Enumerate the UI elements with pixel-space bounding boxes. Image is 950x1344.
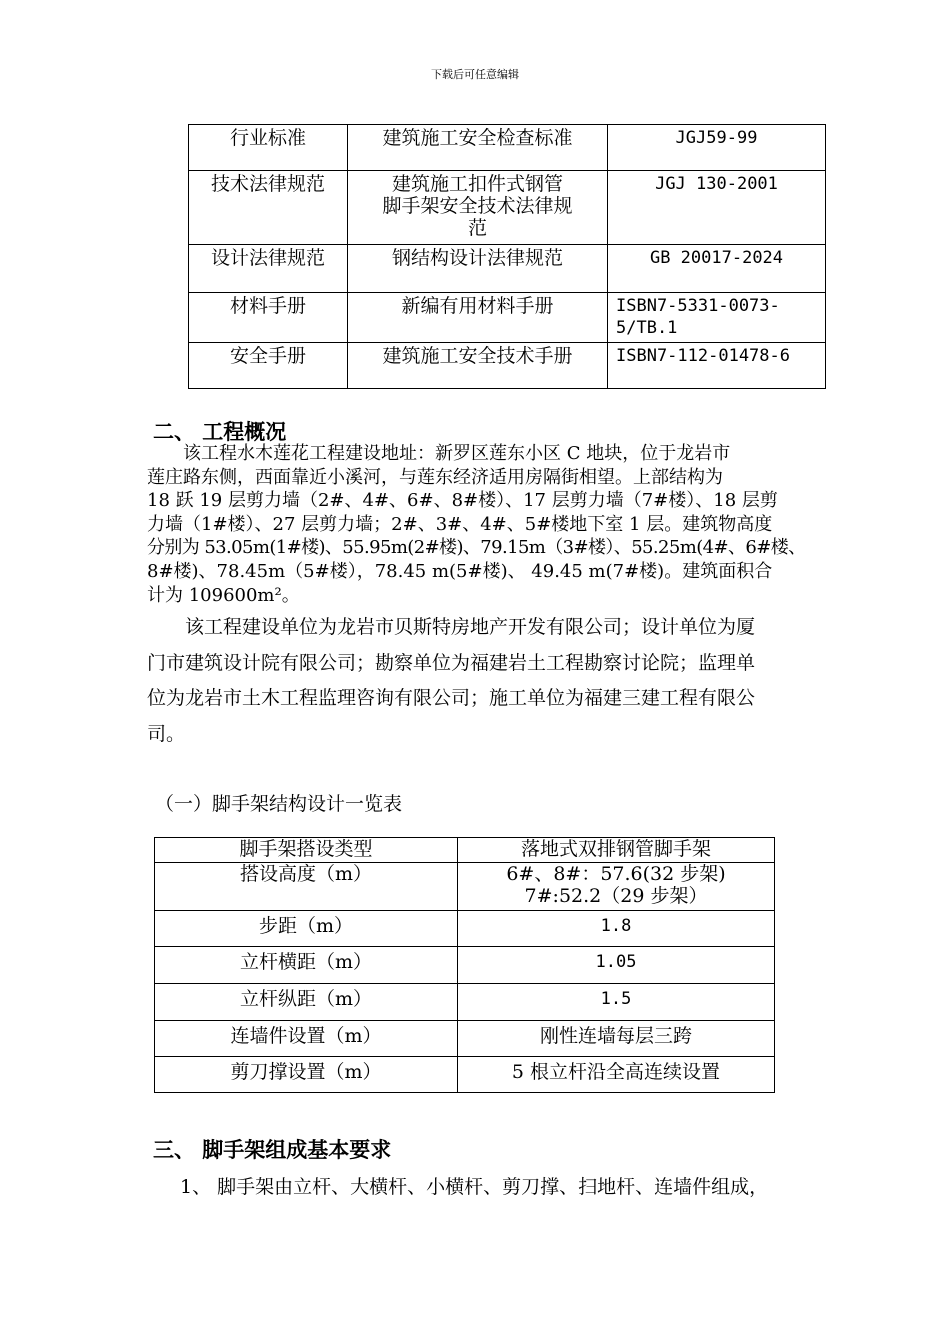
units-paragraph bbox=[147, 610, 887, 752]
table-cell: 步距（m） bbox=[155, 911, 458, 947]
table-cell: 1.05 bbox=[458, 947, 775, 984]
paragraph-line: 位为龙岩市土木工程监理咨询有限公司；施工单位为福建三建工程有限公 bbox=[147, 687, 756, 709]
table-cell: 6#、8#：57.6(32 步架) 7#:52.2（29 步架） bbox=[458, 863, 775, 911]
paragraph-line: 莲庄路东侧，西面靠近小溪河，与莲东经济适用房隔街相望。上部结构为 bbox=[147, 466, 723, 488]
table-cell: 5 根立杆沿全高连续设置 bbox=[458, 1057, 775, 1093]
table-cell: 1.5 bbox=[458, 984, 775, 1021]
paragraph-line: 该工程建设单位为龙岩市贝斯特房地产开发有限公司；设计单位为厦 bbox=[147, 616, 756, 638]
table-cell: 立杆横距（m） bbox=[155, 947, 458, 984]
table-cell: 搭设高度（m） bbox=[155, 863, 458, 911]
paragraph-line: 8#楼)、78.45m（5#楼），78.45 m(5#楼)、 49.45 m(7#楼)。建筑面积合 bbox=[147, 560, 773, 582]
table-cell: 材料手册 bbox=[189, 293, 348, 343]
table-cell: 技术法律规范 bbox=[189, 171, 348, 245]
table-cell: 脚手架搭设类型 bbox=[155, 838, 458, 863]
paragraph-line: 力墙（1#楼）、27 层剪力墙；2#、3#、4#、5#楼地下室 1 层。建筑物高度 bbox=[147, 513, 773, 535]
paragraph-line: 司。 bbox=[147, 722, 186, 745]
table-cell: ISBN7-112-01478-6 bbox=[608, 343, 826, 389]
paragraph-line: 计为 109600m²。 bbox=[147, 584, 300, 606]
table-cell: 剪刀撑设置（m） bbox=[155, 1057, 458, 1093]
table-cell: 钢结构设计法律规范 bbox=[348, 245, 608, 293]
table-cell: 刚性连墙每层三跨 bbox=[458, 1021, 775, 1057]
paragraph-line: 该工程水木莲花工程建设地址：新罗区莲东小区 C 地块，位于龙岩市 bbox=[147, 443, 731, 464]
paragraph-line: 分别为 53.05m(1#楼)、55.95m(2#楼)、79.15m（3#楼）、55.25m(4#、6#楼、 bbox=[147, 537, 806, 559]
section-heading-overview: 二、 工程概况 bbox=[153, 420, 287, 444]
header-note: 下载后可任意编辑 bbox=[431, 68, 519, 81]
table-cell: 落地式双排钢管脚手架 bbox=[458, 838, 775, 863]
overview-paragraph bbox=[147, 442, 897, 607]
table-cell: 行业标准 bbox=[189, 125, 348, 171]
list-item: 1、 脚手架由立杆、大横杆、小横杆、剪刀撑、扫地杆、连墙件组成， bbox=[180, 1176, 769, 1198]
scaffold-design-table bbox=[154, 837, 775, 1093]
paragraph-line: 18 跃 19 层剪力墙（2#、4#、6#、8#楼）、17 层剪力墙（7#楼）、18 层剪 bbox=[147, 490, 778, 512]
table-cell: 安全手册 bbox=[189, 343, 348, 389]
table-cell: 新编有用材料手册 bbox=[348, 293, 608, 343]
table-cell: 1.8 bbox=[458, 911, 775, 947]
subsection-title: （一）脚手架结构设计一览表 bbox=[155, 793, 403, 815]
standards-table bbox=[188, 124, 826, 389]
table-cell: 设计法律规范 bbox=[189, 245, 348, 293]
table-cell: GB 20017-2024 bbox=[608, 245, 826, 293]
table-cell: 建筑施工安全检查标准 bbox=[348, 125, 608, 171]
table-cell: JGJ 130-2001 bbox=[608, 171, 826, 245]
table-cell: 立杆纵距（m） bbox=[155, 984, 458, 1021]
paragraph-line: 门市建筑设计院有限公司；勘察单位为福建岩土工程勘察讨论院；监理单 bbox=[147, 651, 756, 674]
table-cell: ISBN7-5331-0073- 5/TB.1 bbox=[608, 293, 826, 343]
table-cell: 建筑施工扣件式钢管 脚手架安全技术法律规 范 bbox=[348, 171, 608, 245]
table-cell: 建筑施工安全技术手册 bbox=[348, 343, 608, 389]
table-cell: JGJ59-99 bbox=[608, 125, 826, 171]
table-cell: 连墙件设置（m） bbox=[155, 1021, 458, 1057]
section-heading-requirements: 三、 脚手架组成基本要求 bbox=[153, 1138, 392, 1162]
